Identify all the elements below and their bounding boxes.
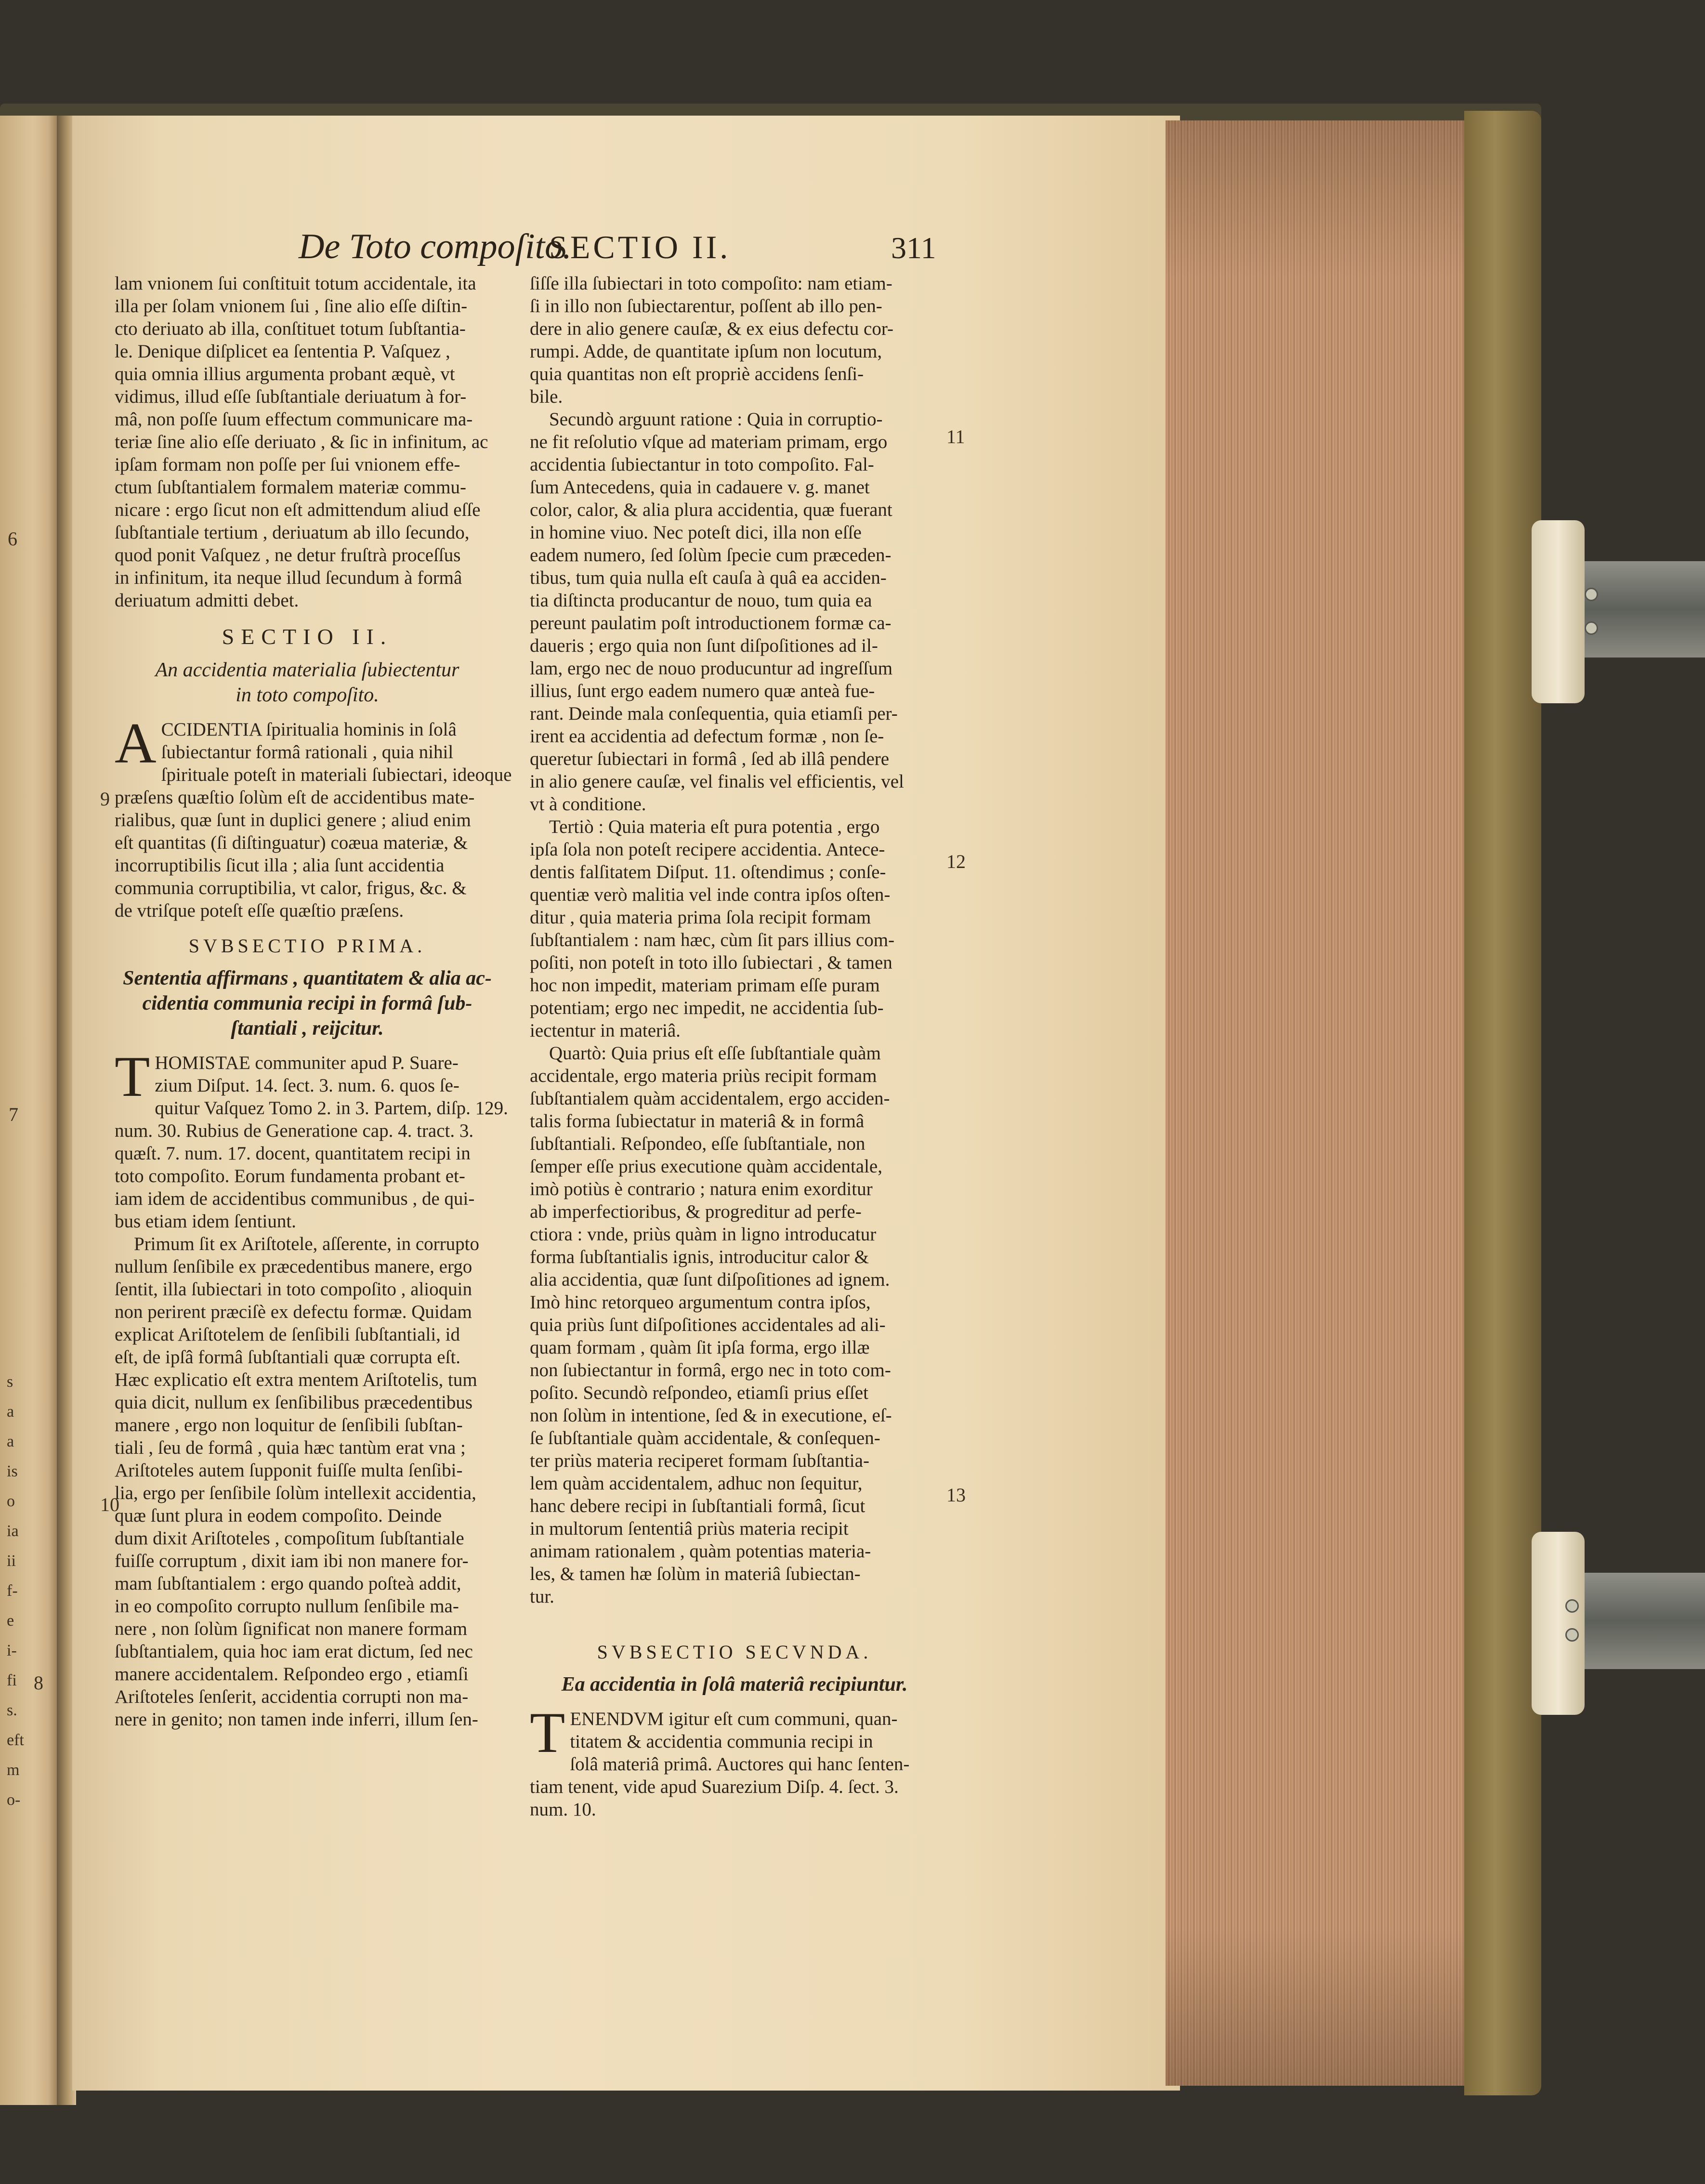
text-line: Ariſtoteles autem ſupponit fuiſſe multa ſenſibi- [115,1460,463,1481]
text-line: non perirent præciſè ex defectu formæ. Quidam [115,1302,472,1322]
text-line: ipſa ſola non poteſt recipere accidentia. Antece- [530,839,885,860]
drop-cap: T [115,1044,150,1108]
text-line: quentiæ verò malitia vel inde contra ipſos oſten- [530,884,891,905]
text-line: pereunt paulatim poſt introductionem formæ ca- [530,613,892,633]
left-page-fragment: a [7,1403,14,1421]
left-page-margin-number: 8 [34,1672,43,1694]
text-line: Imò hinc retorqueo argumentum contra ipſos, [530,1292,871,1313]
page-number: 311 [891,231,936,265]
section-heading: SECTIO II. [222,624,393,649]
clasp-upper-rivet [1585,588,1598,601]
text-line: mâ, non poſſe ſuum effectum communicare ma- [115,409,473,430]
left-page-margin-number: 7 [9,1104,18,1125]
section-title [115,658,500,708]
text-line: Tertiò : Quia materia eſt pura potentia , ergo [549,816,880,837]
running-head [299,226,1117,270]
left-page-fragment: is [7,1462,18,1480]
text-line: teriæ ſine alio eſſe deriuato , & ſic in infinitum, ac [115,432,488,452]
text-line: ab imperfectioribus, & progreditur ad perfe- [530,1201,862,1222]
text-line: ſiſſe illa ſubiectari in toto compoſito: nam etiam- [530,273,892,294]
text-line: Primum ſit ex Ariſtotele, aſſerente, in corrupto [134,1234,479,1254]
text-line: manere , ergo non loquitur de ſenſibili ſubſtan- [115,1415,463,1435]
margin-number: 13 [946,1484,966,1506]
text-line: eſt, de ipſâ formâ ſubſtantiali quæ corrupta eſt. [115,1347,461,1368]
text-line: incorruptibilis ſicut illa ; alia ſunt accidentia [115,855,445,876]
paragraph [530,408,939,816]
text-line: non ſolùm in intentione, ſed & in executione, eſ- [530,1405,892,1426]
right-text-column [530,272,939,1821]
left-page-fragment: a [7,1433,14,1450]
clasp-upper-rivet [1585,621,1598,635]
text-line: explicat Ariſtotelem de ſenſibili ſubſtantiali, id [115,1324,460,1345]
text-line: rant. Deinde mala conſequentia, quia etiamſi per- [530,703,898,724]
text-line: ctiora : vnde, priùs quàm in ligno introducatur [530,1224,877,1245]
text-line: nere , non ſolùm ſignificat non manere formam [115,1618,468,1639]
text-line: dum dixit Ariſtoteles , compoſitum ſubſtantiale [115,1528,464,1549]
text-line: Quartò: Quia prius eſt eſſe ſubſtantiale quàm [549,1043,881,1064]
paragraph [530,1700,939,1821]
text-line: ctum ſubſtantialem formalem materiæ commu- [115,477,466,498]
text-line: lem quàm accidentalem, adhuc non ſequitur, [530,1473,863,1494]
text-line: fuiſſe corruptum , dixit iam ibi non manere for- [115,1551,469,1571]
left-page-fragment: ii [7,1552,16,1570]
text-line: toto compoſito. Eorum fundamenta probant et- [115,1166,465,1186]
text-line: quia quantitas non eſt propriè accidens ſenſi- [530,364,864,384]
text-line: illius, ſunt ergo eadem numero quæ anteà fue- [530,681,875,701]
book-cover-edge [1464,111,1541,2095]
text-line: color, calor, & alia plura accidentia, quæ fuerant [530,500,892,520]
text-line: cto deriuato ab illa, conſtituet totum ſubſtantia- [115,318,466,339]
drop-cap: A [115,711,157,775]
text-line: titatem & accidentia communia recipi in [570,1731,873,1752]
left-page-fragment: eft [7,1731,24,1749]
text-line: ſolâ materiâ primâ. Auctores qui hanc ſenten- [570,1754,910,1775]
left-page-fragment: m [7,1761,20,1779]
left-page-fragment: fi [7,1671,17,1689]
text-line: num. 10. [530,1799,596,1820]
text-line: daueris ; ergo quia non ſunt diſpoſitiones ad il- [530,635,878,656]
text-line: iam idem de accidentibus communibus , de qui- [115,1188,475,1209]
text-line: de vtriſque poteſt eſſe quæſtio præſens. [115,900,404,921]
text-line: alia accidentia, quæ ſunt diſpoſitiones ad ignem. [530,1269,890,1290]
text-line: ſtantiali , reijcitur. [231,1017,384,1039]
text-line: eadem numero, ſed ſolùm ſpecie cum præceden- [530,545,892,566]
left-page-fragment: ia [7,1522,19,1540]
text-line: ſubiectantur formâ rationali , quia nihil [161,742,454,763]
text-line: quia priùs ſunt diſpoſitiones accidentales ad ali- [530,1315,886,1335]
clasp-lower-cap [1532,1532,1585,1715]
paragraph [530,272,939,408]
text-line: tur. [530,1586,554,1607]
text-line: quæ ſunt plura in eodem compoſito. Deinde [115,1505,442,1526]
text-line: ſubſtantiale tertium , deriuatum ab illo ſecundo, [115,522,470,543]
text-line: ſubſtantialem, quia hoc iam erat dictum, ſed nec [115,1641,473,1662]
text-line: zium Diſput. 14. ſect. 3. num. 6. quos ſe- [155,1075,459,1096]
text-line: imò potiùs è contrario ; natura enim exorditur [530,1179,873,1199]
text-line: forma ſubſtantialis ignis, introducitur calor & [530,1247,869,1267]
text-line: HOMISTAE communiter apud P. Suare- [155,1053,459,1073]
text-line: ſemper eſſe prius executione quàm accidentale, [530,1156,882,1177]
text-line: CCIDENTIA ſpiritualia hominis in ſolâ [161,719,457,740]
text-line: quia dicit, nullum ex ſenſibilibus præcedentibus [115,1392,473,1413]
clasp-lower-rivet [1565,1599,1579,1613]
text-line: in eo compoſito corrupto nullum ſenſibile ma- [115,1596,459,1617]
text-line: rialibus, quæ ſunt in duplici genere ; aliud enim [115,810,471,830]
text-line: ſpirituale poteſt in materiali ſubiectari, ideoque [161,764,512,785]
text-line: animam rationalem , quàm potentias materia- [530,1541,871,1562]
left-page-fragment: e [7,1612,14,1630]
left-page-fragment: f- [7,1582,18,1600]
text-line: accidentia ſubiectantur in toto compoſito. Fal- [530,454,874,475]
text-line: le. Denique diſplicet ea ſententia P. Vaſquez , [115,341,450,362]
text-line: dentis falſitatem Diſput. 11. oſtendimus ; conſe- [530,862,886,882]
text-line: in homine viuo. Nec poteſt dici, illa non eſſe [530,522,862,543]
text-line: ſubſtantialem : nam hæc, cùm ſit pars illius com- [530,930,895,950]
text-line: ſum Antecedens, quia in cadauere v. g. manet [530,477,870,498]
text-line: les, & tamen hæ ſolùm in materiâ ſubiectan- [530,1564,861,1584]
clasp-lower-rivet [1565,1628,1579,1642]
text-line: tibus, tum quia nulla eſt cauſa à quâ ea acciden- [530,567,887,588]
paragraph [115,1044,508,1233]
left-page-fragment: s. [7,1701,17,1719]
text-line: eſt quantitas (ſi diſtinguatur) coæua materiæ, & [115,832,468,853]
text-line: hanc debere recipi in ſubſtantiali formâ, ſicut [530,1496,866,1516]
text-line: poſito. Secundò reſpondeo, etiamſi prius eſſet [530,1382,868,1403]
text-line: Hæc explicatio eſt extra mentem Ariſtotelis, tum [115,1369,477,1390]
margin-number: 10 [100,1494,119,1515]
text-line: ſi in illo non ſubiectarentur, poſſent ab illo pen- [530,296,882,316]
text-line: mam ſubſtantialem : ergo quando poſteà addit, [115,1573,461,1594]
margin-number: 9 [100,788,110,810]
text-line: in infinitum, ita neque illud ſecundum à formâ [115,567,462,588]
text-line: illa per ſolam vnionem ſui , ſine alio eſſe diſtin- [115,296,468,316]
text-line: communia corruptibilia, vt calor, frigus, &c. & [115,878,467,898]
left-page-fragment: s [7,1373,13,1391]
left-page-fragment: o [7,1492,15,1510]
text-line: nicare : ergo ſicut non eſt admittendum aliud eſſe [115,500,481,520]
text-line: ſubſtantialem quàm accidentalem, ergo acciden- [530,1088,890,1109]
text-line: ipſam formam non poſſe per ſui vnionem effe- [115,454,460,475]
text-line: tia diſtincta producantur de nouo, tum quia ea [530,590,872,611]
text-line: in alio genere cauſæ, vel finalis vel efficientis, vel [530,771,904,792]
text-line: quia omnia illius argumenta probant æquè, vt [115,364,455,384]
text-line: ne fit reſolutio vſque ad materiam primam, ergo [530,432,888,452]
text-line: Ariſtoteles ſenſerit, accidentia corrupti non ma- [115,1686,469,1707]
text-line: quæſt. 7. num. 17. docent, quantitatem recipi in [115,1143,471,1164]
text-line: dere in alio genere cauſæ, & ex eius defectu cor- [530,318,894,339]
margin-number: 11 [946,426,965,447]
text-line: tiam tenent, vide apud Suarezium Diſp. 4. ſect. 3. [530,1776,899,1797]
left-page-fragment: i- [7,1642,17,1659]
text-line: num. 30. Rubius de Generatione cap. 4. tract. 3. [115,1120,474,1141]
text-line: ter priùs materia reciperet formam ſubſtantia- [530,1450,869,1471]
text-line: ſubſtantiali. Reſpondeo, eſſe ſubſtantiale, non [530,1133,866,1154]
text-line: lia, ergo per ſenſibile ſolùm intellexit accidentia, [115,1483,476,1503]
text-line: ſe ſubſtantiale quàm accidentale, & conſequen- [530,1428,880,1448]
text-line: ditur , quia materia prima ſola recipit formam [530,907,871,928]
text-line: potentiam; ergo nec impedit, ne accidentia ſub- [530,998,884,1018]
subsection-heading: SVBSECTIO PRIMA. [188,935,426,957]
left-text-column [115,272,512,1731]
margin-number: 12 [946,851,966,872]
text-line: ſentit, illa ſubiectari in toto compoſito , alioquin [115,1279,472,1300]
text-line: Sententia affirmans , quantitatem & alia ac- [123,967,492,989]
text-line: in multorum ſententiâ priùs materia recipit [530,1518,849,1539]
text-line: tiali , ſeu de formâ , quia hæc tantùm erat vna ; [115,1437,466,1458]
left-page-margin-number: 6 [8,528,17,550]
drop-cap: T [530,1700,565,1764]
subsection-title [115,966,500,1041]
text-line: irent ea accidentia ad defectum formæ , non ſe- [530,726,884,747]
paragraph [530,1042,939,1608]
paragraph [115,1233,500,1731]
subsection-title: Ea accidentia in ſolâ materiâ recipiuntur. [561,1673,908,1696]
text-line: nullum ſenſibile ex præcedentibus manere, ergo [115,1256,472,1277]
text-line: bus etiam idem ſentiunt. [115,1211,296,1232]
text-line: hoc non impedit, materiam primam eſſe puram [530,975,880,996]
text-line: queretur ſubiectari in formâ , ſed ab illâ pendere [530,749,890,769]
text-line: rumpi. Adde, de quantitate ipſum non locutum, [530,341,882,362]
text-line: quam formam , quàm ſit ipſa forma, ergo illæ [530,1337,870,1358]
running-head-title: De Toto compoſito. [299,227,572,266]
text-line: nere in genito; non tamen inde inferri, illum ſen- [115,1709,478,1730]
paragraph [115,272,500,612]
text-line: accidentale, ergo materia priùs recipit formam [530,1066,877,1086]
paragraph [530,816,939,1042]
text-line: talis forma ſubiectatur in materiâ & in formâ [530,1111,865,1131]
running-head-section: SECTIO II. [549,229,731,265]
text-line: lam, ergo nec de nouo producuntur ad ingreſſum [530,658,893,679]
paragraph [115,711,512,922]
text-line: Secundò arguunt ratione : Quia in corruptio- [549,409,883,430]
text-line: cidentia communia recipi in formâ ſub- [142,992,472,1014]
text-line: manere accidentalem. Reſpondeo ergo , etiamſi [115,1664,469,1684]
text-line: non ſubiectantur in formâ, ergo nec in toto com- [530,1360,891,1381]
text-line: bile. [530,386,563,407]
text-line: vt à conditione. [530,794,646,815]
page-block-shade [1166,120,1474,2086]
text-line: poſiti, non poteſt in toto illo ſubiectari , & tamen [530,952,892,973]
text-line: præſens quæſtio ſolùm eſt de accidentibus mate- [115,787,475,808]
text-line: quod ponit Vaſquez , ne detur fruſtrà proceſſus [115,545,461,566]
text-line: in toto compoſito. [236,684,379,706]
text-line: ENENDVM igitur eſt cum communi, quan- [570,1709,898,1729]
left-page-fragment: o- [7,1791,21,1809]
text-line: An accidentia materialia ſubiectentur [155,659,459,681]
clasp-upper-cap [1532,520,1585,703]
text-line: iectentur in materiâ. [530,1020,681,1041]
text-line: quitur Vaſquez Tomo 2. in 3. Partem, diſp. 129. [155,1098,508,1118]
subsection-heading: SVBSECTIO SECVNDA. [597,1641,872,1663]
text-line: lam vnionem ſui conſtituit totum accidentale, ita [115,273,476,294]
text-line: vidimus, illud eſſe ſubſtantiale deriuatum à for- [115,386,467,407]
text-line: deriuatum admitti debet. [115,590,299,611]
